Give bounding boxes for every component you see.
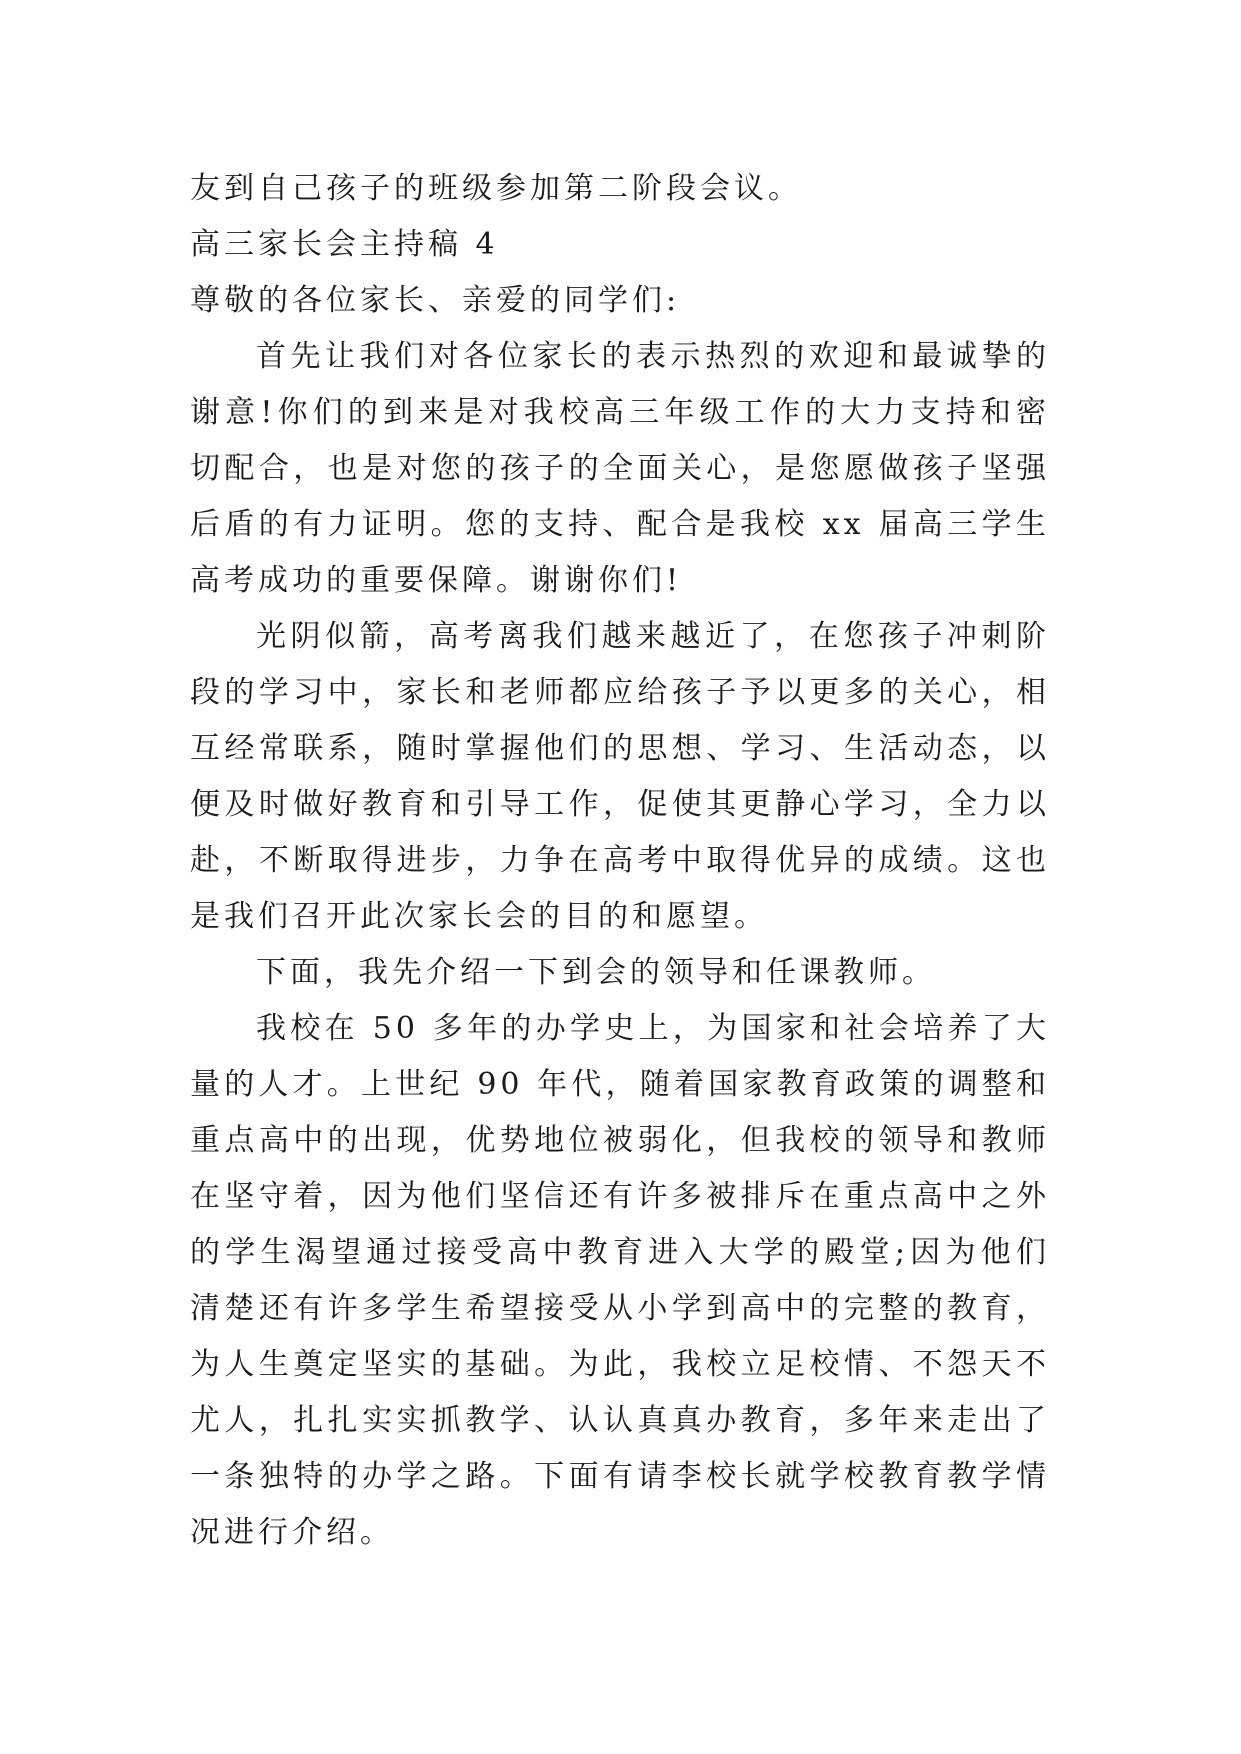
salutation: 尊敬的各位家长、亲爱的同学们: xyxy=(190,283,681,318)
document-body xyxy=(190,161,1050,1561)
paragraph-school-history: 我校在 50 多年的办学史上，为国家和社会培养了大量的人才。上世纪 90 年代，随着国家教育政策的调整和重点高中的出现，优势地位被弱化，但我校的领导和教师在坚守着，因为他们坚信还有许多被排斥在重点高中之外的学生渴望通过接受高中教育进入大学的殿堂;因为他们清楚还有许多学生希望接受从小学到高中的完整的教育，为人生奠定坚实的基础。为此，我校立足校情、不怨天不尤人，扎扎实实抓教学、认认真真办教育，多年来走出了一条独特的办学之路。下面有请李校长就学校教育教学情况进行介绍。 xyxy=(190,1011,1050,1550)
section-heading: 高三家长会主持稿 4 xyxy=(190,227,499,262)
paragraph-purpose: 光阴似箭，高考离我们越来越近了，在您孩子冲刺阶段的学习中，家长和老师都应给孩子予以更多的关心，相互经常联系，随时掌握他们的思想、学习、生活动态，以便及时做好教育和引导工作，促使其更静心学习，全力以赴，不断取得进步，力争在高考中取得优异的成绩。这也是我们召开此次家长会的目的和愿望。 xyxy=(190,619,1050,934)
paragraph-introduction: 下面，我先介绍一下到会的领导和任课教师。 xyxy=(256,955,936,990)
continuation-line: 友到自己孩子的班级参加第二阶段会议。 xyxy=(190,171,802,206)
paragraph-welcome: 首先让我们对各位家长的表示热烈的欢迎和最诚挚的谢意!你们的到来是对我校高三年级工作的大力支持和密切配合，也是对您的孩子的全面关心，是您愿做孩子坚强后盾的有力证明。您的支持、配合是我校 xx 届高三学生高考成功的重要保障。谢谢你们! xyxy=(190,339,1050,598)
